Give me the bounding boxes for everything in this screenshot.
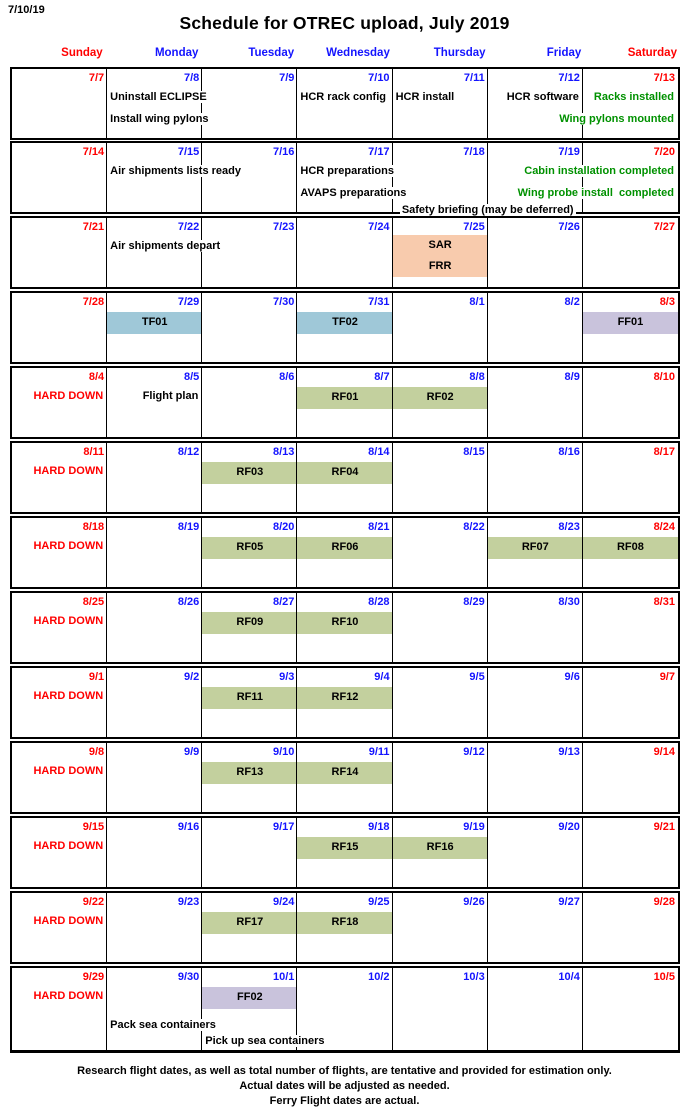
flight-block-label: FF01	[617, 316, 644, 328]
date-label: 9/30	[177, 971, 200, 983]
date-label: 8/16	[558, 446, 580, 458]
flight-block	[297, 537, 392, 559]
flight-block-label: TF01	[141, 316, 168, 328]
event-label	[592, 90, 676, 104]
footer-note-line: Actual dates will be adjusted as needed.	[239, 1080, 450, 1092]
column-divider	[392, 518, 393, 587]
flight-block-label: RF12	[331, 691, 359, 703]
week-row	[10, 141, 680, 214]
event-label-text: Air shipments depart	[110, 240, 221, 252]
event-label	[394, 90, 457, 104]
week-row	[10, 67, 680, 140]
date-label: 7/22	[177, 221, 200, 233]
event-label	[31, 839, 105, 853]
date-label: 8/5	[183, 371, 200, 383]
event-label	[298, 90, 388, 104]
date-label: 10/3	[463, 971, 485, 983]
date-label: 7/18	[463, 146, 485, 158]
event-label	[31, 389, 105, 403]
flight-block-label: SAR	[428, 239, 452, 251]
week-row	[10, 891, 680, 964]
date-label: 7/11	[463, 72, 485, 84]
event-label	[141, 389, 201, 403]
flight-block-label: RF15	[331, 841, 359, 853]
event-label	[31, 464, 105, 478]
column-divider	[106, 893, 107, 962]
date-label: 9/11	[368, 746, 390, 758]
event-label-text: HCR install	[395, 91, 455, 103]
date-label: 8/17	[653, 446, 675, 458]
flight-block-label: RF08	[616, 541, 644, 553]
column-divider	[392, 968, 393, 1050]
column-divider	[106, 218, 107, 287]
flight-block	[393, 837, 488, 859]
date-label: 9/16	[177, 821, 200, 833]
column-divider	[487, 443, 488, 512]
flight-block-label: RF13	[236, 766, 264, 778]
flight-block-label: RF07	[521, 541, 549, 553]
column-divider	[582, 593, 583, 662]
date-label: 7/25	[463, 221, 485, 233]
date-label: 7/30	[273, 296, 295, 308]
date-label: 8/3	[659, 296, 675, 308]
flight-block	[583, 312, 678, 334]
event-label	[298, 164, 396, 178]
date-label: 8/8	[469, 371, 485, 383]
column-divider	[487, 69, 488, 138]
event-label-text: AVAPS preparations	[300, 187, 407, 199]
date-label: 8/1	[469, 296, 485, 308]
column-divider	[106, 518, 107, 587]
event-label-text: Safety briefing (may be deferred)	[401, 204, 574, 216]
event-label-text: HARD DOWN	[33, 465, 104, 477]
date-label: 9/1	[88, 671, 105, 683]
column-divider	[296, 143, 297, 212]
flight-block	[202, 537, 297, 559]
event-label	[505, 90, 581, 104]
flight-block-label: RF17	[236, 916, 264, 928]
column-divider	[296, 743, 297, 812]
week-row	[10, 291, 680, 364]
date-label: 8/19	[177, 521, 200, 533]
column-divider	[582, 69, 583, 138]
column-divider	[106, 668, 107, 737]
event-label	[522, 164, 676, 178]
date-label: 9/25	[368, 896, 390, 908]
column-divider	[582, 293, 583, 362]
flight-block-label: RF14	[331, 766, 359, 778]
column-divider	[392, 668, 393, 737]
event-label-text: HARD DOWN	[33, 840, 104, 852]
flight-block	[297, 387, 392, 409]
column-divider	[201, 593, 202, 662]
flight-block-label: FRR	[428, 260, 452, 272]
date-label: 7/15	[177, 146, 200, 158]
date-label: 7/31	[368, 296, 390, 308]
column-divider	[106, 818, 107, 887]
column-divider	[392, 218, 393, 287]
day-header-thursday: Thursday	[433, 47, 486, 59]
flight-block	[297, 912, 392, 934]
column-divider	[296, 69, 297, 138]
event-label-text: Air shipments lists ready	[110, 165, 241, 177]
column-divider	[201, 368, 202, 437]
date-label: 9/19	[463, 821, 485, 833]
column-divider	[487, 368, 488, 437]
date-label: 8/23	[558, 521, 580, 533]
date-label: 8/27	[273, 596, 295, 608]
column-divider	[201, 668, 202, 737]
footer-note-line: Ferry Flight dates are actual.	[269, 1095, 420, 1107]
column-divider	[582, 668, 583, 737]
event-label	[108, 164, 243, 178]
date-label: 9/14	[653, 746, 675, 758]
event-label	[298, 186, 408, 200]
flight-block-label: RF04	[331, 466, 359, 478]
footer-note-line: Research flight dates, as well as total number of flights, are tentative and provided for estimation only.	[77, 1065, 612, 1077]
column-divider	[582, 368, 583, 437]
event-label-text: HARD DOWN	[33, 615, 104, 627]
flight-block-label: TF02	[332, 316, 358, 328]
flight-block	[202, 987, 297, 1009]
date-label: 10/4	[558, 971, 580, 983]
week-row	[10, 666, 680, 739]
date-label: 9/13	[558, 746, 580, 758]
column-divider	[487, 968, 488, 1050]
column-divider	[392, 69, 393, 138]
date-label: 7/14	[82, 146, 105, 158]
event-label-text: Racks installed	[593, 91, 674, 103]
day-header-sunday: Sunday	[61, 47, 103, 59]
event-label-text: HARD DOWN	[33, 390, 104, 402]
event-label-text: HARD DOWN	[33, 765, 104, 777]
event-label	[108, 239, 222, 253]
day-header-wednesday: Wednesday	[326, 47, 390, 59]
revision-date: 7/10/19	[8, 4, 45, 16]
date-label: 8/6	[279, 371, 295, 383]
event-label-text: Install wing pylons	[110, 113, 209, 125]
event-label-text: Flight plan	[142, 390, 199, 402]
column-divider	[296, 293, 297, 362]
column-divider	[487, 818, 488, 887]
flight-block	[202, 612, 297, 634]
event-label-text: Uninstall ECLIPSE	[110, 91, 207, 103]
flight-block-label: RF16	[426, 841, 454, 853]
week-row	[10, 516, 680, 589]
date-label: 9/22	[82, 896, 105, 908]
date-label: 10/2	[368, 971, 390, 983]
date-label: 8/31	[653, 596, 675, 608]
date-label: 7/9	[279, 72, 295, 84]
column-divider	[392, 593, 393, 662]
flight-block	[202, 687, 297, 709]
date-label: 8/22	[463, 521, 485, 533]
column-divider	[582, 893, 583, 962]
event-label	[203, 1034, 326, 1048]
date-label: 9/28	[653, 896, 675, 908]
event-label-text: Wing probe install completed	[517, 187, 674, 199]
flight-block-label: RF09	[236, 616, 264, 628]
date-label: 7/27	[653, 221, 675, 233]
date-label: 7/24	[368, 221, 390, 233]
event-label	[108, 1018, 218, 1032]
flight-block	[297, 762, 392, 784]
event-label	[108, 112, 210, 126]
column-divider	[106, 293, 107, 362]
column-divider	[487, 593, 488, 662]
date-label: 7/7	[88, 72, 105, 84]
date-label: 7/12	[558, 72, 580, 84]
flight-block	[297, 612, 392, 634]
date-label: 7/21	[82, 221, 105, 233]
date-label: 9/8	[88, 746, 105, 758]
column-divider	[106, 143, 107, 212]
column-divider	[106, 69, 107, 138]
event-label	[31, 764, 105, 778]
column-divider	[106, 443, 107, 512]
date-label: 8/26	[177, 596, 200, 608]
event-label-text: Pack sea containers	[110, 1019, 216, 1031]
date-label: 7/29	[177, 296, 200, 308]
column-divider	[582, 218, 583, 287]
flight-block-label: RF18	[331, 916, 359, 928]
column-divider	[392, 893, 393, 962]
date-label: 8/11	[83, 446, 105, 458]
column-divider	[296, 593, 297, 662]
column-divider	[487, 293, 488, 362]
date-label: 8/4	[88, 371, 105, 383]
date-label: 9/7	[659, 671, 675, 683]
event-label-text: HARD DOWN	[33, 915, 104, 927]
event-label-text: Cabin installation completed	[524, 165, 674, 177]
column-divider	[487, 518, 488, 587]
event-label	[31, 989, 105, 1003]
date-label: 9/17	[273, 821, 295, 833]
date-label: 9/18	[368, 821, 390, 833]
column-divider	[296, 368, 297, 437]
date-label: 7/19	[558, 146, 580, 158]
week-row	[10, 816, 680, 889]
date-label: 8/15	[463, 446, 485, 458]
day-header-tuesday: Tuesday	[248, 47, 295, 59]
date-label: 8/20	[273, 521, 295, 533]
date-label: 9/24	[273, 896, 295, 908]
day-header-row	[10, 47, 680, 62]
column-divider	[201, 893, 202, 962]
event-label	[393, 203, 583, 217]
column-divider	[201, 968, 202, 1050]
week-row	[10, 591, 680, 664]
date-label: 9/21	[653, 821, 675, 833]
column-divider	[106, 743, 107, 812]
date-label: 8/9	[564, 371, 580, 383]
date-label: 7/10	[368, 72, 390, 84]
flight-block-label: RF10	[331, 616, 359, 628]
column-divider	[582, 518, 583, 587]
column-divider	[106, 368, 107, 437]
page-title: Schedule for OTREC upload, July 2019	[179, 13, 510, 33]
week-row	[10, 741, 680, 814]
date-label: 9/20	[558, 821, 580, 833]
event-label-text: HARD DOWN	[33, 540, 104, 552]
flight-block	[583, 537, 678, 559]
column-divider	[106, 968, 107, 1050]
date-label: 7/26	[558, 221, 580, 233]
column-divider	[296, 818, 297, 887]
flight-block	[297, 462, 392, 484]
column-divider	[296, 218, 297, 287]
date-label: 9/29	[82, 971, 105, 983]
flight-block-label: RF01	[331, 391, 359, 403]
date-label: 9/26	[463, 896, 485, 908]
date-label: 10/1	[273, 971, 295, 983]
event-label-text: HARD DOWN	[33, 990, 104, 1002]
flight-block	[297, 312, 392, 334]
flight-block	[488, 537, 583, 559]
footer-notes	[0, 1064, 689, 1109]
flight-block	[297, 687, 392, 709]
column-divider	[201, 743, 202, 812]
event-label	[31, 614, 105, 628]
date-label: 8/14	[368, 446, 390, 458]
flight-block	[393, 387, 488, 409]
flight-block	[202, 762, 297, 784]
column-divider	[487, 218, 488, 287]
week-row	[10, 216, 680, 289]
event-label	[31, 689, 105, 703]
date-label: 9/10	[273, 746, 295, 758]
column-divider	[582, 968, 583, 1050]
event-label-text: Wing pylons mounted	[559, 113, 674, 125]
event-label	[557, 112, 676, 126]
column-divider	[201, 518, 202, 587]
day-header-saturday: Saturday	[627, 47, 677, 59]
date-label: 9/27	[558, 896, 580, 908]
date-label: 9/3	[279, 671, 295, 683]
date-label: 9/6	[564, 671, 580, 683]
date-label: 8/21	[368, 521, 390, 533]
event-label	[108, 90, 209, 104]
date-label: 9/23	[177, 896, 200, 908]
day-header-monday: Monday	[154, 47, 199, 59]
date-label: 8/25	[82, 596, 105, 608]
date-label: 7/17	[368, 146, 390, 158]
date-label: 9/4	[374, 671, 390, 683]
event-label	[31, 539, 105, 553]
flight-block-label: FF02	[237, 991, 263, 1003]
flight-block-label: RF06	[331, 541, 359, 553]
flight-block	[393, 235, 488, 277]
event-label-text: Pick up sea containers	[205, 1035, 325, 1047]
event-label	[516, 186, 676, 200]
date-label: 7/20	[653, 146, 675, 158]
column-divider	[201, 818, 202, 887]
date-label: 8/2	[564, 296, 580, 308]
column-divider	[201, 443, 202, 512]
date-label: 9/9	[183, 746, 200, 758]
flight-block	[202, 912, 297, 934]
date-label: 8/7	[374, 371, 390, 383]
event-label-text: HCR preparations	[300, 165, 394, 177]
column-divider	[392, 818, 393, 887]
event-label-text: HCR software	[506, 91, 579, 103]
week-row	[10, 966, 680, 1053]
column-divider	[296, 668, 297, 737]
date-label: 9/2	[183, 671, 200, 683]
event-label	[31, 914, 105, 928]
flight-block-label: RF03	[236, 466, 264, 478]
flight-block-label: RF11	[236, 691, 263, 703]
column-divider	[296, 518, 297, 587]
flight-block	[297, 837, 392, 859]
date-label: 9/12	[463, 746, 485, 758]
date-label: 7/28	[82, 296, 105, 308]
day-header-friday: Friday	[546, 47, 582, 59]
date-label: 8/13	[273, 446, 295, 458]
date-label: 8/12	[177, 446, 200, 458]
flight-block	[202, 462, 297, 484]
column-divider	[296, 443, 297, 512]
column-divider	[487, 893, 488, 962]
date-label: 10/5	[653, 971, 675, 983]
week-row	[10, 366, 680, 439]
column-divider	[487, 743, 488, 812]
date-label: 8/18	[82, 521, 105, 533]
column-divider	[582, 743, 583, 812]
date-label: 8/29	[463, 596, 485, 608]
column-divider	[582, 818, 583, 887]
column-divider	[392, 443, 393, 512]
week-row	[10, 441, 680, 514]
date-label: 8/30	[558, 596, 580, 608]
column-divider	[296, 893, 297, 962]
date-label: 7/16	[273, 146, 295, 158]
column-divider	[392, 743, 393, 812]
column-divider	[487, 143, 488, 212]
date-label: 8/28	[368, 596, 390, 608]
column-divider	[487, 668, 488, 737]
column-divider	[201, 293, 202, 362]
event-label-text: HARD DOWN	[33, 690, 104, 702]
flight-block-label: RF05	[236, 541, 264, 553]
event-label-text: HCR rack config	[300, 91, 386, 103]
flight-block	[107, 312, 202, 334]
date-label: 9/15	[82, 821, 105, 833]
date-label: 7/23	[273, 221, 295, 233]
date-label: 8/10	[653, 371, 675, 383]
date-label: 7/8	[183, 72, 200, 84]
date-label: 7/13	[653, 72, 675, 84]
column-divider	[582, 443, 583, 512]
flight-block-label: RF02	[426, 391, 454, 403]
date-label: 9/5	[469, 671, 485, 683]
column-divider	[392, 368, 393, 437]
date-label: 8/24	[653, 521, 675, 533]
column-divider	[392, 293, 393, 362]
column-divider	[106, 593, 107, 662]
